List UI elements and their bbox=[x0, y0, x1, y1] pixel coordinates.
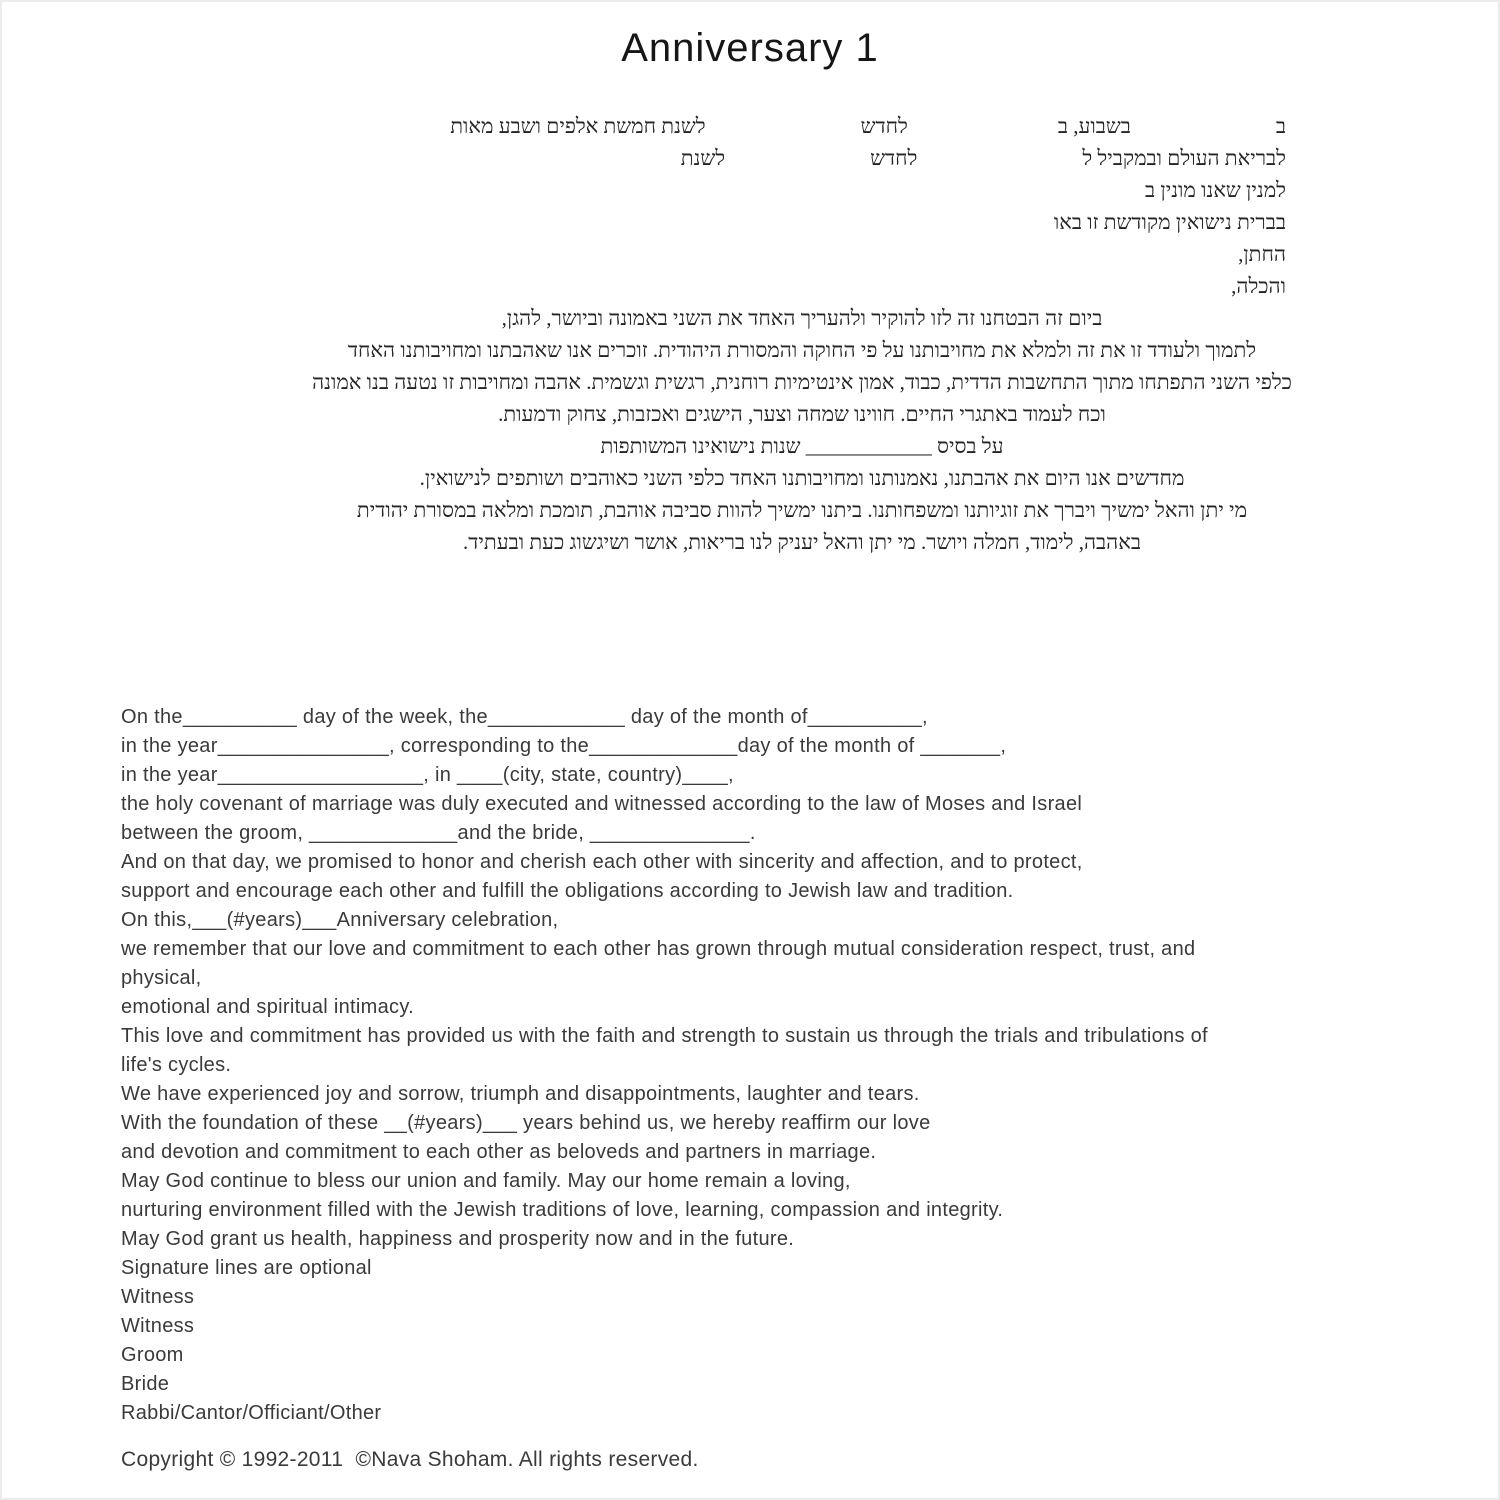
form-segment: לחדש bbox=[860, 114, 908, 138]
english-line: in the year_______________, corresponding to the_____________day of the month of _______, bbox=[121, 735, 1007, 757]
hebrew-form-line bbox=[446, 238, 1286, 270]
form-segment: למנין שאנו מונין ב bbox=[1144, 178, 1286, 202]
english-line: Rabbi/Cantor/Officiant/Other bbox=[121, 1402, 382, 1424]
english-line: Groom bbox=[121, 1344, 184, 1366]
hebrew-paragraph-line: מי יתן והאל ימשיך ויברך את זוגיותנו ומשפחותנו. ביתנו ימשיך להוות סביבה אוהבת, תומכת ומלאה במסורת יהודית bbox=[356, 498, 1248, 522]
english-line: May God grant us health, happiness and prosperity now and in the future. bbox=[121, 1228, 795, 1250]
form-segment: החתן, bbox=[1238, 242, 1286, 266]
english-line: in the year__________________, in ____(city, state, country)____, bbox=[121, 764, 734, 786]
hebrew-paragraph-line: לתמוך ולעודד זו את זה ולמלא את מחויבותנו על פי החוקה והמסורת היהודית. זוכרים אנו שאהבתנו ומחויבותנו האחד bbox=[347, 338, 1257, 362]
form-segment: לשנת bbox=[680, 146, 726, 170]
english-line: life's cycles. bbox=[121, 1054, 232, 1076]
english-line: physical, bbox=[121, 967, 202, 989]
hebrew-paragraph-line: כלפי השני התפתחו מתוך התחשבות הדדית, כבוד, אמון אינטימיות רוחנית, רגשית וגשמית. אהבה ומחויבות זו נטעה בנו אמונה bbox=[312, 370, 1292, 394]
hebrew-form-line bbox=[446, 206, 1286, 238]
english-line: And on that day, we promised to honor and cherish each other with sincerity and affection, and to protect, bbox=[121, 851, 1083, 873]
document-title: Anniversary 1 bbox=[621, 26, 879, 70]
english-line: we remember that our love and commitment to each other has grown through mutual consideration respect, trust, and bbox=[121, 938, 1196, 960]
english-line: the holy covenant of marriage was duly executed and witnessed according to the law of Moses and Israel bbox=[121, 793, 1083, 815]
form-segment: לחדש bbox=[870, 146, 918, 170]
english-line: May God continue to bless our union and family. May our home remain a loving, bbox=[121, 1170, 851, 1192]
hebrew-paragraph-line: באהבה, לימוד, חמלה ויושר. מי יתן והאל יעניק לנו בריאות, אושר ושיגשוג כעת ובעתיד. bbox=[463, 530, 1141, 554]
english-line: Signature lines are optional bbox=[121, 1257, 372, 1279]
english-line: emotional and spiritual intimacy. bbox=[121, 996, 414, 1018]
english-line: On this,___(#years)___Anniversary celebration, bbox=[121, 909, 559, 931]
hebrew-paragraph-block bbox=[122, 302, 1482, 558]
hebrew-form-line bbox=[446, 270, 1286, 302]
hebrew-form-line bbox=[446, 142, 1286, 174]
hebrew-form-line bbox=[446, 110, 1286, 142]
hebrew-paragraph-line: על בסיס ____________ שנות נישואינו המשותפות bbox=[600, 434, 1004, 458]
english-line: and devotion and commitment to each other as beloveds and partners in marriage. bbox=[121, 1141, 877, 1163]
form-segment: והכלה, bbox=[1231, 274, 1286, 298]
hebrew-form-line bbox=[446, 174, 1286, 206]
english-line: support and encourage each other and fulfill the obligations according to Jewish law and tradition. bbox=[121, 880, 1014, 902]
form-segment: ב bbox=[1275, 114, 1286, 138]
english-line: nurturing environment filled with the Jewish traditions of love, learning, compassion and integrity. bbox=[121, 1199, 1004, 1221]
form-segment: לבריאת העולם ובמקביל ל bbox=[1082, 146, 1286, 170]
english-line: This love and commitment has provided us with the faith and strength to sustain us through the trials and tribulations of bbox=[121, 1025, 1208, 1047]
english-line: Witness bbox=[121, 1286, 195, 1308]
english-line: Bride bbox=[121, 1373, 170, 1395]
hebrew-paragraph-line: מחדשים אנו היום את אהבתנו, נאמנותנו ומחויבותנו האחד כלפי השני כאוהבים ושותפים לנישואין. bbox=[419, 466, 1185, 490]
english-line: We have experienced joy and sorrow, triumph and disappointments, laughter and tears. bbox=[121, 1083, 920, 1105]
copyright-notice: Copyright © 1992-2011 ©Nava Shoham. All rights reserved. bbox=[121, 1448, 699, 1471]
english-line: With the foundation of these __(#years)___ years behind us, we hereby reaffirm our love bbox=[121, 1112, 931, 1134]
english-text-block bbox=[121, 703, 1496, 1428]
hebrew-form-block bbox=[446, 110, 1286, 302]
hebrew-paragraph-line: ביום זה הבטחנו זה לזו להוקיר ולהעריך האחד את השני באמונה וביושר, להגן, bbox=[501, 306, 1103, 330]
form-segment: לשנת חמשת אלפים ושבע מאות bbox=[450, 114, 706, 138]
english-line: Witness bbox=[121, 1315, 195, 1337]
form-segment: בשבוע, ב bbox=[1057, 114, 1131, 138]
english-line: On the__________ day of the week, the____________ day of the month of__________, bbox=[121, 706, 928, 728]
english-line: between the groom, _____________and the bride, ______________. bbox=[121, 822, 756, 844]
form-segment: בברית נישואין מקודשת זו באו bbox=[1053, 210, 1286, 234]
hebrew-paragraph-line: וכח לעמוד באתגרי החיים. חווינו שמחה וצער, הישגים ואכזבות, צחוק ודמעות. bbox=[498, 402, 1106, 426]
